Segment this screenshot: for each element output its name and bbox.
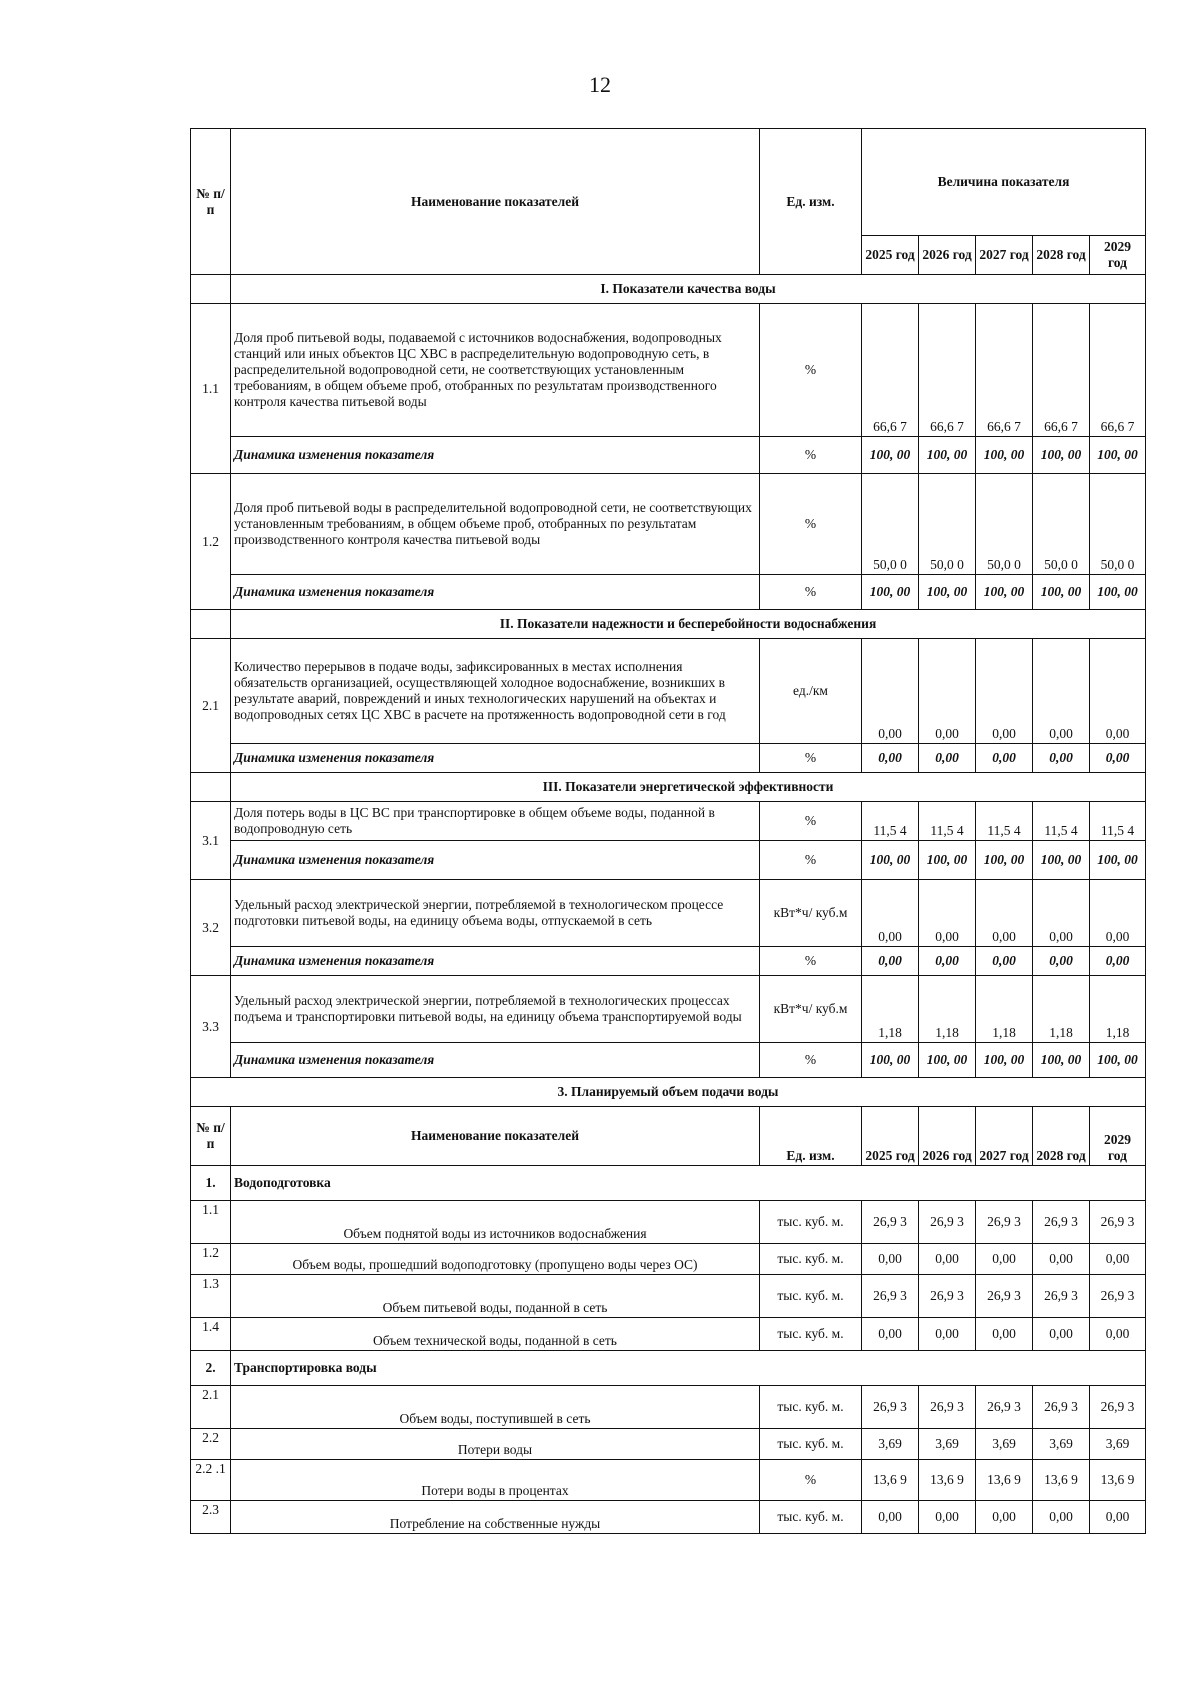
supply-row-value: 26,9 3 <box>1090 1386 1146 1429</box>
indicator-value: 50,0 0 <box>976 474 1033 575</box>
supply-header-year: 2026 год <box>919 1107 976 1166</box>
indicator-name: Удельный расход электрической энергии, потребляемой в технологическом процессе подготовки питьевой воды, на единицу объема воды, отпускаемой в сеть <box>231 880 760 947</box>
supply-row-value: 13,6 9 <box>1033 1460 1090 1501</box>
indicators-table <box>190 128 1146 1534</box>
dynamics-value: 100, 00 <box>976 437 1033 474</box>
dynamics-row <box>191 1043 1146 1078</box>
dynamics-value: 0,00 <box>1033 947 1090 976</box>
supply-row-unit: % <box>760 1460 862 1501</box>
supply-row-value: 0,00 <box>919 1501 976 1534</box>
supply-title-row <box>191 1078 1146 1107</box>
supply-row-unit: тыс. куб. м. <box>760 1275 862 1318</box>
supply-row-value: 26,9 3 <box>1090 1275 1146 1318</box>
supply-row-value: 0,00 <box>1033 1244 1090 1275</box>
supply-row-value: 3,69 <box>976 1429 1033 1460</box>
indicator-value: 66,6 7 <box>1033 304 1090 437</box>
supply-row-unit: тыс. куб. м. <box>760 1318 862 1351</box>
dynamics-label: Динамика изменения показателя <box>231 947 760 976</box>
supply-row-value: 13,6 9 <box>1090 1460 1146 1501</box>
supply-row-unit: тыс. куб. м. <box>760 1386 862 1429</box>
indicator-unit: % <box>760 304 862 437</box>
supply-row-unit: тыс. куб. м. <box>760 1429 862 1460</box>
dynamics-row <box>191 575 1146 610</box>
dynamics-value: 0,00 <box>919 947 976 976</box>
indicator-name: Доля проб питьевой воды, подаваемой с источников водоснабжения, водопроводных станций или иных объектов ЦС ХВС в распределительную водопроводную сеть, в распределительной водопроводной сети, не соответствующих установленным требованиям, в общем объеме проб, отобранных по результатам производственного контроля качества питьевой воды <box>231 304 760 437</box>
dynamics-value: 100, 00 <box>976 841 1033 880</box>
indicator-value: 66,6 7 <box>1090 304 1146 437</box>
indicator-value: 0,00 <box>862 880 919 947</box>
indicator-row <box>191 474 1146 575</box>
supply-row-value: 0,00 <box>976 1318 1033 1351</box>
indicator-unit: % <box>760 474 862 575</box>
supply-row-value: 3,69 <box>1033 1429 1090 1460</box>
supply-row-value: 0,00 <box>862 1244 919 1275</box>
supply-row-value: 0,00 <box>976 1501 1033 1534</box>
dynamics-unit: % <box>760 841 862 880</box>
supply-row-value: 13,6 9 <box>976 1460 1033 1501</box>
section-title: I. Показатели качества воды <box>231 275 1146 304</box>
indicator-value: 11,5 4 <box>1033 802 1090 841</box>
indicator-value: 11,5 4 <box>1090 802 1146 841</box>
supply-row-value: 3,69 <box>1090 1429 1146 1460</box>
supply-row-number: 2.2 .1 <box>191 1460 231 1501</box>
supply-title: 3. Планируемый объем подачи воды <box>191 1078 1146 1107</box>
dynamics-value: 100, 00 <box>919 575 976 610</box>
supply-row-number: 1.4 <box>191 1318 231 1351</box>
dynamics-value: 0,00 <box>1090 947 1146 976</box>
supply-group-row <box>191 1351 1146 1386</box>
supply-row-number: 2.2 <box>191 1429 231 1460</box>
dynamics-row <box>191 841 1146 880</box>
page-number: 12 <box>589 72 611 97</box>
section-spacer <box>191 773 231 802</box>
header-year: 2026 год <box>919 236 976 275</box>
dynamics-row <box>191 947 1146 976</box>
supply-row-unit: тыс. куб. м. <box>760 1244 862 1275</box>
supply-row-number: 2.3 <box>191 1501 231 1534</box>
dynamics-value: 100, 00 <box>1033 575 1090 610</box>
supply-row-name: Потери воды в процентах <box>231 1460 760 1501</box>
dynamics-value: 100, 00 <box>919 437 976 474</box>
indicator-name: Доля проб питьевой воды в распределительной водопроводной сети, не соответствующих установленным требованиям, в общем объеме проб, отобранных по результатам производственного контроля качества питьевой воды <box>231 474 760 575</box>
dynamics-value: 0,00 <box>862 947 919 976</box>
dynamics-value: 0,00 <box>976 744 1033 773</box>
header-year: 2029 год <box>1090 236 1146 275</box>
header-year: 2027 год <box>976 236 1033 275</box>
section-spacer <box>191 610 231 639</box>
dynamics-value: 0,00 <box>919 744 976 773</box>
dynamics-value: 100, 00 <box>862 575 919 610</box>
supply-row-name: Потребление на собственные нужды <box>231 1501 760 1534</box>
supply-row-value: 26,9 3 <box>1090 1201 1146 1244</box>
supply-row-value: 26,9 3 <box>862 1201 919 1244</box>
supply-row-value: 26,9 3 <box>1033 1386 1090 1429</box>
supply-row-value: 26,9 3 <box>862 1386 919 1429</box>
header-row <box>191 129 1146 236</box>
indicator-value: 11,5 4 <box>976 802 1033 841</box>
indicator-value: 11,5 4 <box>919 802 976 841</box>
supply-row-value: 0,00 <box>1033 1318 1090 1351</box>
supply-row-value: 0,00 <box>862 1318 919 1351</box>
indicator-value: 0,00 <box>1090 880 1146 947</box>
indicator-value: 66,6 7 <box>976 304 1033 437</box>
indicator-value: 50,0 0 <box>1090 474 1146 575</box>
supply-row-unit: тыс. куб. м. <box>760 1201 862 1244</box>
indicator-value: 0,00 <box>1033 880 1090 947</box>
supply-header-name: Наименование показателей <box>231 1107 760 1166</box>
supply-row-name: Объем поднятой воды из источников водоснабжения <box>231 1201 760 1244</box>
section-row <box>191 610 1146 639</box>
indicator-row <box>191 802 1146 841</box>
supply-row-value: 0,00 <box>919 1318 976 1351</box>
supply-row-value: 0,00 <box>919 1244 976 1275</box>
supply-row-number: 1.2 <box>191 1244 231 1275</box>
dynamics-value: 0,00 <box>1033 744 1090 773</box>
dynamics-value: 100, 00 <box>919 1043 976 1078</box>
indicator-unit: кВт*ч/ куб.м <box>760 880 862 947</box>
dynamics-row <box>191 744 1146 773</box>
indicator-value: 11,5 4 <box>862 802 919 841</box>
section-title: II. Показатели надежности и бесперебойности водоснабжения <box>231 610 1146 639</box>
indicator-value: 50,0 0 <box>1033 474 1090 575</box>
supply-header-row <box>191 1107 1146 1166</box>
dynamics-value: 100, 00 <box>1090 575 1146 610</box>
supply-row-value: 26,9 3 <box>862 1275 919 1318</box>
indicator-value: 50,0 0 <box>919 474 976 575</box>
supply-row-value: 26,9 3 <box>919 1275 976 1318</box>
supply-row <box>191 1386 1146 1429</box>
dynamics-label: Динамика изменения показателя <box>231 575 760 610</box>
supply-row-value: 0,00 <box>1033 1501 1090 1534</box>
supply-header-unit: Ед. изм. <box>760 1107 862 1166</box>
indicator-unit: ед./км <box>760 639 862 744</box>
dynamics-value: 0,00 <box>1090 744 1146 773</box>
dynamics-value: 100, 00 <box>1090 841 1146 880</box>
dynamics-unit: % <box>760 1043 862 1078</box>
supply-row-value: 13,6 9 <box>862 1460 919 1501</box>
indicator-number: 3.2 <box>191 880 231 976</box>
dynamics-label: Динамика изменения показателя <box>231 1043 760 1078</box>
indicator-number: 1.2 <box>191 474 231 610</box>
supply-group-number: 1. <box>191 1166 231 1201</box>
supply-row-value: 0,00 <box>1090 1244 1146 1275</box>
supply-row-number: 2.1 <box>191 1386 231 1429</box>
section-row <box>191 773 1146 802</box>
header-unit: Ед. изм. <box>760 129 862 275</box>
supply-row-name: Объем воды, прошедший водоподготовку (пропущено воды через ОС) <box>231 1244 760 1275</box>
supply-row <box>191 1275 1146 1318</box>
indicator-value: 0,00 <box>976 639 1033 744</box>
supply-header-year: 2028 год <box>1033 1107 1090 1166</box>
indicator-value: 0,00 <box>919 880 976 947</box>
supply-row-value: 26,9 3 <box>1033 1201 1090 1244</box>
section-title: III. Показатели энергетической эффективности <box>231 773 1146 802</box>
supply-row-name: Объем воды, поступившей в сеть <box>231 1386 760 1429</box>
indicator-value: 50,0 0 <box>862 474 919 575</box>
supply-group-number: 2. <box>191 1351 231 1386</box>
supply-row-value: 26,9 3 <box>976 1201 1033 1244</box>
indicator-unit: % <box>760 802 862 841</box>
indicator-row <box>191 976 1146 1043</box>
supply-row <box>191 1501 1146 1534</box>
indicator-unit: кВт*ч/ куб.м <box>760 976 862 1043</box>
supply-row-value: 13,6 9 <box>919 1460 976 1501</box>
dynamics-value: 100, 00 <box>1033 841 1090 880</box>
indicator-value: 1,18 <box>862 976 919 1043</box>
dynamics-value: 100, 00 <box>976 575 1033 610</box>
supply-row <box>191 1318 1146 1351</box>
section-row <box>191 275 1146 304</box>
supply-row <box>191 1460 1146 1501</box>
supply-row-value: 26,9 3 <box>976 1386 1033 1429</box>
supply-row-name: Потери воды <box>231 1429 760 1460</box>
indicator-number: 3.1 <box>191 802 231 880</box>
dynamics-row <box>191 437 1146 474</box>
supply-row-value: 26,9 3 <box>976 1275 1033 1318</box>
indicators-table-body <box>191 129 1146 1534</box>
dynamics-value: 100, 00 <box>976 1043 1033 1078</box>
indicator-name: Удельный расход электрической энергии, потребляемой в технологических процессах подъема и транспортировки питьевой воды, на единицу объема транспортируемой воды <box>231 976 760 1043</box>
supply-group-title: Водоподготовка <box>231 1166 1146 1201</box>
supply-row-unit: тыс. куб. м. <box>760 1501 862 1534</box>
dynamics-unit: % <box>760 437 862 474</box>
indicator-value: 0,00 <box>1033 639 1090 744</box>
indicator-number: 1.1 <box>191 304 231 474</box>
dynamics-label: Динамика изменения показателя <box>231 437 760 474</box>
dynamics-unit: % <box>760 575 862 610</box>
supply-row-value: 0,00 <box>862 1501 919 1534</box>
dynamics-value: 100, 00 <box>1090 437 1146 474</box>
header-no: № п/ п <box>191 129 231 275</box>
supply-row <box>191 1201 1146 1244</box>
dynamics-unit: % <box>760 947 862 976</box>
header-year: 2025 год <box>862 236 919 275</box>
supply-group-title: Транспортировка воды <box>231 1351 1146 1386</box>
header-name: Наименование показателей <box>231 129 760 275</box>
indicator-value: 66,6 7 <box>919 304 976 437</box>
dynamics-value: 100, 00 <box>1090 1043 1146 1078</box>
indicator-row <box>191 639 1146 744</box>
indicator-number: 3.3 <box>191 976 231 1078</box>
supply-row-value: 26,9 3 <box>1033 1275 1090 1318</box>
indicator-value: 66,6 7 <box>862 304 919 437</box>
indicator-value: 0,00 <box>976 880 1033 947</box>
indicator-row <box>191 880 1146 947</box>
dynamics-unit: % <box>760 744 862 773</box>
supply-header-year: 2029 год <box>1090 1107 1146 1166</box>
indicator-value: 0,00 <box>1090 639 1146 744</box>
supply-row <box>191 1244 1146 1275</box>
header-year: 2028 год <box>1033 236 1090 275</box>
indicator-value: 1,18 <box>1033 976 1090 1043</box>
dynamics-label: Динамика изменения показателя <box>231 841 760 880</box>
indicator-name: Количество перерывов в подаче воды, зафиксированных в местах исполнения обязательств организацией, осуществляющей холодное водоснабжение, возникших в результате аварий, повреждений и иных технологических нарушений на объектах и водопроводных сетях ЦС ХВС в расчете на протяженность водопроводной сети в год <box>231 639 760 744</box>
dynamics-value: 100, 00 <box>1033 1043 1090 1078</box>
supply-row-value: 0,00 <box>976 1244 1033 1275</box>
indicator-name: Доля потерь воды в ЦС ВС при транспортировке в общем объеме воды, поданной в водопроводную сеть <box>231 802 760 841</box>
supply-row-name: Объем питьевой воды, поданной в сеть <box>231 1275 760 1318</box>
dynamics-value: 100, 00 <box>919 841 976 880</box>
supply-row <box>191 1429 1146 1460</box>
indicator-value: 1,18 <box>976 976 1033 1043</box>
supply-header-year: 2027 год <box>976 1107 1033 1166</box>
indicator-row <box>191 304 1146 437</box>
supply-row-value: 3,69 <box>862 1429 919 1460</box>
supply-row-value: 26,9 3 <box>919 1386 976 1429</box>
supply-group-row <box>191 1166 1146 1201</box>
supply-row-value: 26,9 3 <box>919 1201 976 1244</box>
dynamics-value: 100, 00 <box>1033 437 1090 474</box>
dynamics-value: 0,00 <box>976 947 1033 976</box>
supply-row-value: 0,00 <box>1090 1318 1146 1351</box>
indicator-value: 0,00 <box>919 639 976 744</box>
supply-header-no: № п/ п <box>191 1107 231 1166</box>
section-spacer <box>191 275 231 304</box>
supply-row-value: 3,69 <box>919 1429 976 1460</box>
dynamics-value: 100, 00 <box>862 841 919 880</box>
supply-row-name: Объем технической воды, поданной в сеть <box>231 1318 760 1351</box>
dynamics-value: 0,00 <box>862 744 919 773</box>
dynamics-label: Динамика изменения показателя <box>231 744 760 773</box>
indicator-number: 2.1 <box>191 639 231 773</box>
indicator-value: 0,00 <box>862 639 919 744</box>
dynamics-value: 100, 00 <box>862 437 919 474</box>
supply-row-number: 1.1 <box>191 1201 231 1244</box>
indicator-value: 1,18 <box>1090 976 1146 1043</box>
header-value-title: Величина показателя <box>862 129 1146 236</box>
supply-row-value: 0,00 <box>1090 1501 1146 1534</box>
supply-row-number: 1.3 <box>191 1275 231 1318</box>
dynamics-value: 100, 00 <box>862 1043 919 1078</box>
indicator-value: 1,18 <box>919 976 976 1043</box>
supply-header-year: 2025 год <box>862 1107 919 1166</box>
